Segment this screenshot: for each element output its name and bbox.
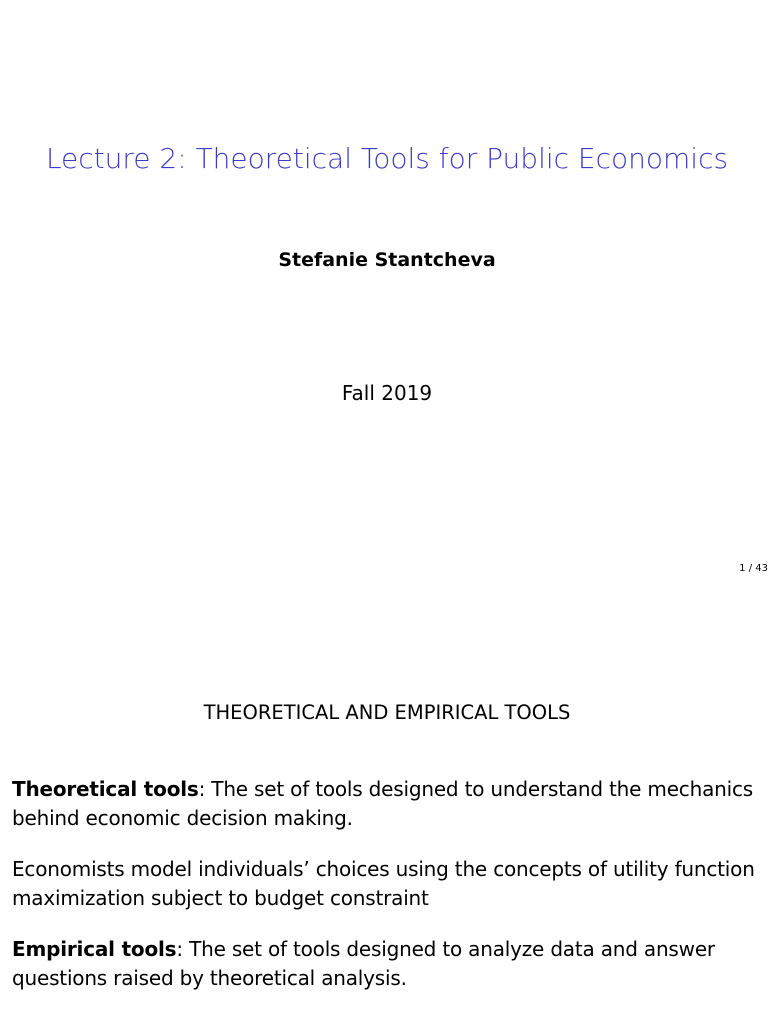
- page-number: 1 / 43: [739, 563, 768, 574]
- paragraph-empirical-tools: [12, 935, 768, 993]
- term-empirical-tools: Empirical tools: [12, 937, 177, 961]
- author-name: Stefanie Stantcheva: [278, 249, 496, 271]
- definition-empirical-tools: : The set of tools designed to analyze data and answer questions raised by theoretical analysis.: [12, 937, 715, 990]
- term-theoretical-tools: Theoretical tools: [12, 777, 199, 801]
- paragraph-theoretical-tools: [12, 775, 768, 833]
- paragraph-text: Economists model individuals’ choices using the concepts of utility function maximization subject to budget constraint: [12, 857, 755, 910]
- definition-theoretical-tools: : The set of tools designed to understand the mechanics behind economic decision making.: [12, 777, 753, 830]
- lecture-date: Fall 2019: [341, 381, 433, 405]
- paragraph-economists-model: [12, 855, 768, 913]
- lecture-title: Lecture 2: Theoretical Tools for Public Economics: [45, 142, 729, 175]
- slide-heading: THEORETICAL AND EMPIRICAL TOOLS: [203, 701, 571, 724]
